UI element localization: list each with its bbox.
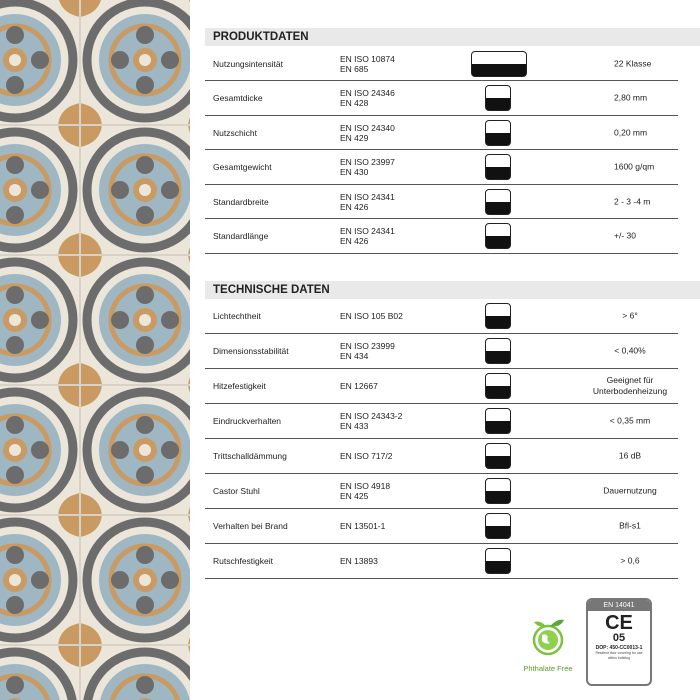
- property-value: 2 - 3 -4 m: [614, 196, 651, 206]
- table-row: [205, 474, 678, 509]
- wear-layer-icon: [485, 120, 511, 146]
- table-row: [205, 334, 678, 369]
- table-row: [205, 116, 678, 150]
- property-label: Nutzungsintensität: [213, 58, 283, 69]
- property-label: Gesamtgewicht: [213, 162, 272, 172]
- property-value: Geeignet für Unterbodenheizung: [592, 374, 668, 396]
- underfloor-heating-icon: [485, 373, 511, 399]
- eco-globe-icon: [530, 617, 566, 657]
- floor-tile-pattern-image: [0, 0, 190, 700]
- roll-length-icon: [485, 223, 511, 249]
- property-label: Rutschfestigkeit: [213, 555, 273, 566]
- property-value: 1600 g/qm: [614, 161, 655, 172]
- fire-behaviour-icon: [485, 513, 511, 539]
- ce-mark: CE: [605, 612, 633, 634]
- property-label: Nutzschicht: [213, 127, 257, 138]
- norm-standard: EN ISO 10874 EN 685: [340, 53, 395, 74]
- phthalate-free-badge: Phthalate Free: [523, 617, 573, 673]
- norm-standard: EN ISO 24340 EN 429: [340, 122, 395, 143]
- property-value: > 6°: [622, 310, 638, 321]
- table-row: [205, 151, 678, 185]
- property-value: 16 dB: [618, 450, 642, 461]
- property-value: 22 Klasse: [614, 58, 652, 68]
- property-label: Verhalten bei Brand: [213, 520, 288, 531]
- table-row: [205, 544, 678, 579]
- property-label: Gesamtdicke: [213, 93, 263, 103]
- ce-label: EN 14041 CE 05 DOP: 450-CC0013-1 Resilient floor covering for use within building: [586, 598, 652, 686]
- sound-insulation-icon: [485, 443, 511, 469]
- norm-standard: EN ISO 717/2: [340, 450, 393, 461]
- property-label: Dimensionsstabilität: [213, 345, 289, 356]
- property-value: < 0,40%: [614, 345, 646, 356]
- slip-resistance-icon: [485, 548, 511, 574]
- property-value: 2,80 mm: [614, 92, 648, 103]
- property-label: Standardbreite: [213, 196, 269, 207]
- norm-standard: EN ISO 24341 EN 426: [340, 191, 395, 212]
- table-row: [205, 369, 678, 404]
- property-value: +/- 30: [614, 230, 636, 241]
- table-row: [205, 47, 678, 81]
- norm-standard: EN ISO 24346 EN 428: [340, 88, 395, 108]
- table-row: [205, 82, 678, 116]
- norm-standard: EN 12667: [340, 380, 378, 391]
- table-row: [205, 404, 678, 439]
- property-value: < 0,35 mm: [609, 415, 651, 426]
- indentation-icon: [485, 408, 511, 434]
- roll-width-icon: [485, 189, 511, 215]
- norm-standard: EN ISO 23997 EN 430: [340, 157, 395, 177]
- property-label: Eindruckverhalten: [213, 415, 282, 426]
- norm-standard: EN 13893: [340, 555, 378, 566]
- table-row: [205, 220, 678, 254]
- property-label: Castor Stuhl: [213, 485, 260, 496]
- property-label: Hitzefestigkeit: [213, 380, 266, 391]
- property-label: Standardlänge: [213, 231, 269, 241]
- castor-chair-icon: [485, 478, 511, 504]
- table-row: [205, 185, 678, 219]
- weight-icon: [485, 154, 511, 180]
- property-value: > 0,6: [620, 555, 640, 566]
- table-row: [205, 299, 678, 334]
- property-label: Lichtechtheit: [213, 310, 261, 321]
- norm-standard: EN ISO 4918 EN 425: [340, 480, 391, 501]
- total-thickness-icon: [485, 85, 511, 111]
- section-header-produktdaten: PRODUKTDATEN: [205, 28, 700, 46]
- section-header-technische-daten: TECHNISCHE DATEN: [205, 281, 700, 299]
- norm-standard: EN ISO 23999 EN 434: [340, 340, 395, 361]
- norm-standard: EN 13501-1: [340, 520, 386, 531]
- norm-standard: EN ISO 24343-2 EN 433: [340, 410, 403, 431]
- usage-class-icon: [471, 51, 527, 77]
- norm-standard: EN ISO 105 B02: [340, 310, 403, 321]
- property-label: Trittschalldämmung: [213, 450, 287, 461]
- dimension-stability-icon: [485, 338, 511, 364]
- table-row: [205, 509, 678, 544]
- norm-standard: EN ISO 24341 EN 426: [340, 226, 395, 246]
- table-row: [205, 439, 678, 474]
- sun-lightfastness-icon: [485, 303, 511, 329]
- property-value: Dauernutzung: [603, 485, 657, 496]
- property-value: Bfl-s1: [619, 520, 641, 531]
- property-value: 0,20 mm: [614, 127, 648, 137]
